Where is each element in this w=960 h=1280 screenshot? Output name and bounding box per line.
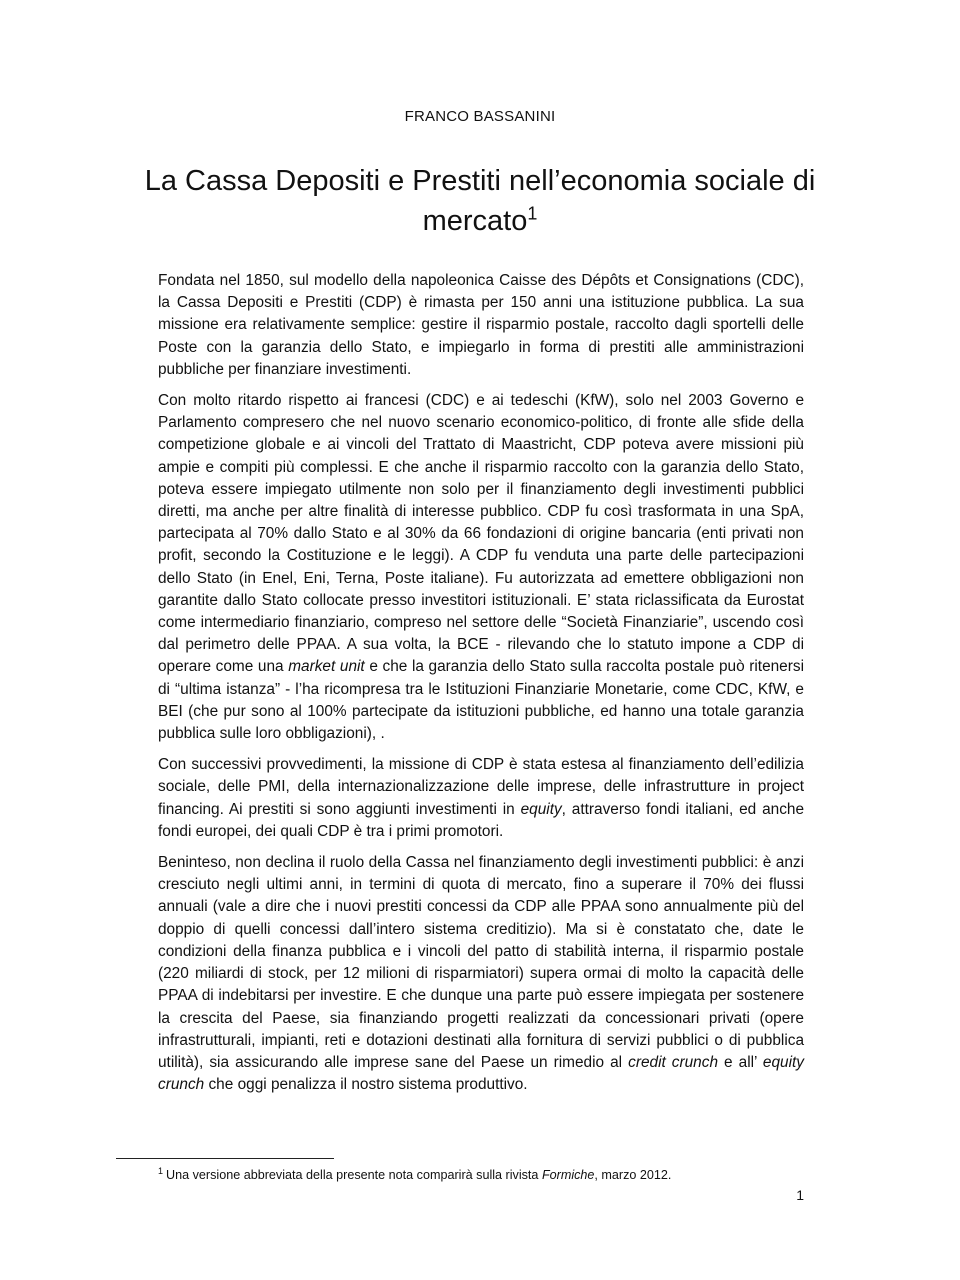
title-text: La Cassa Depositi e Prestiti nell’economia sociale di mercato xyxy=(144,165,816,238)
footnote-separator xyxy=(116,1158,334,1159)
paragraph-1: Fondata nel 1850, sul modello della napoleonica Caisse des Dépôts et Consignations (CDC), la Cassa Depositi e Prestiti (CDP) è rimasta per 150 anni una istituzione pubblica. La sua missione era relativamente semplice: gestire il risparmio postale, raccolto dagli sportelli delle Poste con la garanzia dello Stato, e impiegarlo in forma di prestiti alle amministrazioni pubbliche per finanziare investimenti. xyxy=(158,272,804,378)
paragraph-3-text-a: Con successivi provvedimenti, la missione di CDP è stata estesa al finanziamento dell’edilizia sociale, delle PMI, della internazionalizzazione delle imprese, delle infrastrutture in project financing. Ai prestiti si sono aggiunti investimenti in xyxy=(158,756,804,818)
paragraph-4-text-b: che oggi penalizza il nostro sistema produttivo. xyxy=(208,1076,528,1094)
paragraph-4-text-a: Beninteso, non declina il ruolo della Cassa nel finanziamento degli investimenti pubblici: è anzi cresciuto negli ultimi anni, in termini di quota di mercato, fino a superare il 70% dei flussi annuali (vale a dire che i nuovi prestiti concessi da CDP alle PPAA sono annualmente più del doppio di quelli concessi dall’intero sistema creditizio). Ma si è constatato che, date le condizioni della finanza pubblica e i vincoli del patto di stabilità interna, il risparmio postale (220 miliardi di stock, per 12 milioni di risparmiatori) supera ormai di molto la capacità delle PPAA di indebitarsi per investire. E che dunque una parte può essere impiegata per sostenere la crescita del Paese, sia finanziando progetti realizzati da concessionari privati (opere infrastrutturali, impianti, reti e dotazioni destinati alla fornitura di servizi pubblici o di pubblica utilità), sia assicurando alle imprese sane del Paese un rimedio al xyxy=(158,854,804,1071)
emphasis-equity: equity xyxy=(520,800,562,818)
paragraph-2-text-b: e che la garanzia dello Stato sulla raccolta postale può ritenersi di “ultima istanza” - l’ha ricompresa tra le Istituzioni Finanziarie Monetarie, come CDC, KfW, e BEI (che pur sono al 100% partecipate da istituzioni pubbliche, ed hanno una totale garanzia pubblica sulle loro obbligazioni), . xyxy=(158,658,804,743)
emphasis-market-unit: market unit xyxy=(288,658,365,676)
emphasis-credit-crunch: credit crunch xyxy=(628,1053,719,1071)
paragraph-3-text-b: , attraverso fondi italiani, ed anche fondi europei, dei quali CDP è tra i primi promotori. xyxy=(158,800,805,840)
page-number: 1 xyxy=(796,1187,804,1203)
paragraph-4 xyxy=(158,852,804,1096)
paragraph-3 xyxy=(158,754,804,843)
page-title xyxy=(140,161,820,241)
author-name: FRANCO BASSANINI xyxy=(404,108,556,125)
footnote-number: 1 xyxy=(158,1165,164,1176)
paragraph-2 xyxy=(158,390,804,745)
footnote-text-b: , marzo 2012. xyxy=(594,1168,672,1182)
footnote-emphasis-formiche: Formiche xyxy=(541,1168,595,1182)
emphasis-equity-crunch: equity crunch xyxy=(158,1053,804,1094)
article-body xyxy=(158,270,804,1105)
paragraph-2-text-a: Con molto ritardo rispetto ai francesi (CDC) e ai tedeschi (KfW), solo nel 2003 Governo e Parlamento compresero che nel nuovo scenario economico-politico, di fronte alle sfide della competizione globale e ai vincoli del Trattato di Maastricht, CDP poteva avere missioni più ampie e compiti più complessi. E che anche il risparmio raccolto con la garanzia dello Stato, poteva essere impiegato utilmente non solo per il finanziamento degli investimenti pubblici diretti, ma anche per altre finalità di interesse pubblico. CDP fu così trasformata in una SpA, partecipata al 70% dallo Stato e al 30% da 66 fondazioni di origine bancaria (enti privati non profit, secondo la Costituzione e le leggi). A CDP fu venduta una parte delle partecipazioni dello Stato (in Enel, Eni, Terna, Poste italiane). Fu autorizzata ad emettere obbligazioni non garantite dallo Stato collocate presso investitori istituzionali. E’ stata riclassificata da Eurostat come intermediario finanziario, compreso nel settore delle “Società Finanziarie”, uscendo così dal perimetro delle PPAA. A sua volta, la BCE - rilevando che lo statuto impone a CDP di operare come una xyxy=(158,392,804,676)
footnote-text-a: Una versione abbreviata della presente nota comparirà sulla rivista xyxy=(166,1168,539,1182)
title-footnote-ref[interactable]: 1 xyxy=(527,203,538,224)
footnote xyxy=(158,1166,804,1184)
paragraph-4-text-mid: e all’ xyxy=(724,1053,757,1071)
